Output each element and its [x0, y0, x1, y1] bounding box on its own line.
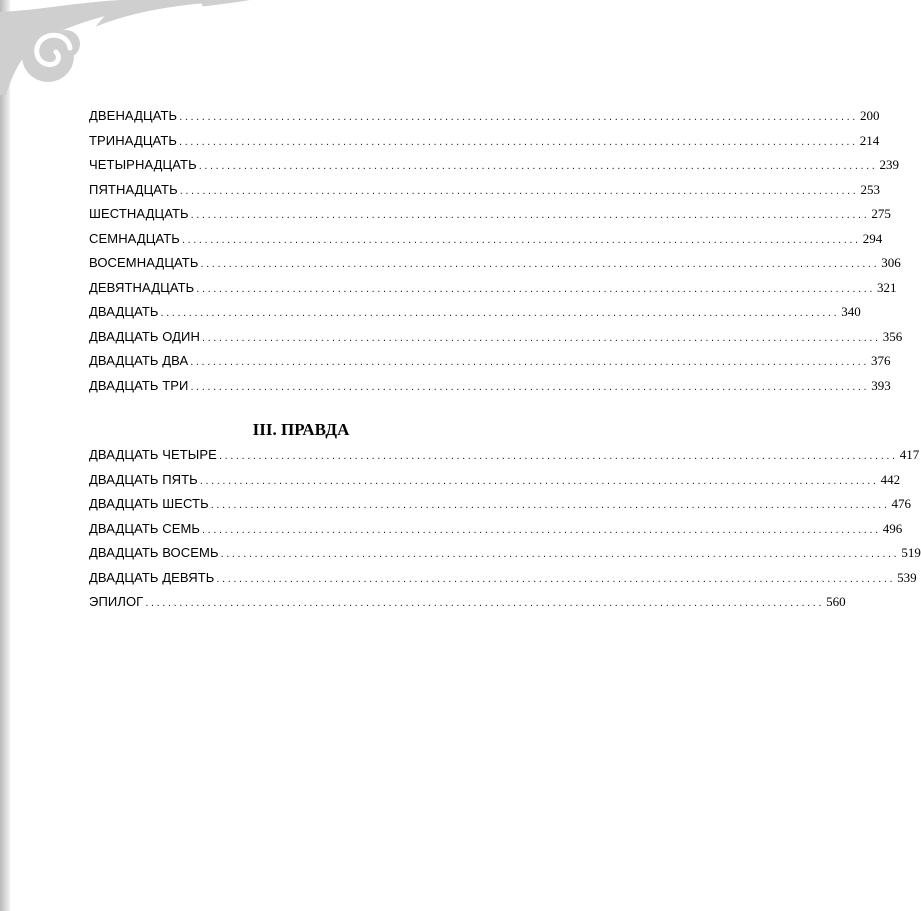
toc-entry-title: ЭПИЛОГ	[89, 594, 144, 609]
toc-entry	[89, 443, 920, 468]
toc-entry-title: ДВАДЦАТЬ	[89, 304, 159, 319]
toc-entry	[89, 300, 861, 325]
toc-entry	[89, 468, 901, 493]
toc-entry-page-number: 214	[859, 132, 880, 148]
toc-entry	[89, 541, 921, 566]
toc-entry-page-number: 476	[891, 496, 911, 511]
toc-entry-page-number: 539	[897, 569, 917, 585]
toc-entry-title: ШЕСТНАДЦАТЬ	[89, 206, 189, 221]
toc-entry-title: ДВАДЦАТЬ ПЯТЬ	[89, 471, 198, 487]
toc-entry	[89, 129, 880, 154]
dot-leader: ........................................................................................................................	[218, 450, 898, 462]
toc-section-part-3	[89, 443, 921, 615]
toc-entry	[89, 202, 891, 227]
toc-entry-title: ДВАДЦАТЬ ДЕВЯТЬ	[89, 569, 215, 585]
toc-entry-page-number: 393	[871, 377, 891, 393]
toc-entry-title: ДВАДЦАТЬ ОДИН	[89, 328, 200, 344]
toc-entry	[89, 590, 846, 615]
toc-entry-page-number: 356	[882, 328, 903, 344]
dot-leader: ........................................................................................................................	[198, 160, 878, 172]
dot-leader: ........................................................................................................................	[160, 307, 840, 319]
toc-entry-page-number: 560	[826, 594, 846, 609]
dot-leader: ........................................................................................................................	[190, 356, 869, 368]
dot-leader: ........................................................................................................................	[145, 597, 825, 609]
dot-leader: ........................................................................................................................	[196, 282, 876, 295]
toc-entry-page-number: 253	[860, 181, 880, 197]
dot-leader: ........................................................................................................................	[216, 572, 896, 585]
toc-section-part-2	[89, 104, 903, 398]
dot-leader: ........................................................................................................................	[190, 209, 870, 221]
toc-entry-title: ДВАДЦАТЬ ШЕСТЬ	[89, 496, 209, 511]
toc-entry-title: ДВЕНАДЦАТЬ	[89, 108, 178, 123]
table-of-contents	[89, 104, 921, 615]
toc-entry-title: ЧЕТЫРНАДЦАТЬ	[89, 157, 197, 172]
toc-entry-title: СЕМНАДЦАТЬ	[89, 230, 180, 246]
toc-entry	[89, 566, 917, 591]
toc-entry-page-number: 200	[859, 108, 880, 123]
toc-entry-page-number: 275	[871, 206, 891, 221]
toc-entry-title: ДВАДЦАТЬ ЧЕТЫРЕ	[89, 447, 217, 462]
toc-entry	[89, 325, 903, 350]
part-heading: III. ПРАВДА	[252, 420, 350, 439]
toc-entry	[89, 251, 901, 276]
toc-entry-title: ПЯТНАДЦАТЬ	[89, 181, 178, 197]
toc-entry-page-number: 294	[862, 230, 883, 246]
dot-leader: ........................................................................................................................	[179, 111, 858, 123]
toc-entry	[89, 178, 880, 203]
toc-entry-title: ДВАДЦАТЬ ДВА	[89, 353, 189, 368]
toc-entry	[89, 374, 891, 399]
toc-entry-page-number: 376	[870, 353, 891, 368]
toc-entry	[89, 349, 891, 374]
toc-entry	[89, 276, 897, 301]
toc-entry	[89, 517, 903, 542]
dot-leader: ........................................................................................................................	[210, 499, 890, 511]
toc-entry-page-number: 239	[879, 157, 899, 172]
toc-entry	[89, 104, 880, 129]
toc-entry-title: ТРИНАДЦАТЬ	[89, 132, 177, 148]
toc-entry	[89, 227, 883, 252]
dot-leader: ........................................................................................................................	[179, 184, 859, 197]
dot-leader: ........................................................................................................................	[200, 258, 880, 270]
toc-entry-page-number: 519	[901, 545, 921, 560]
toc-entry-page-number: 321	[877, 279, 897, 295]
toc-entry	[89, 153, 899, 178]
dot-leader: ........................................................................................................................	[181, 233, 861, 246]
toc-entry	[89, 492, 911, 517]
toc-entry-page-number: 340	[841, 304, 861, 319]
toc-entry-title: ДВАДЦАТЬ ТРИ	[89, 377, 189, 393]
toc-entry-title: ДЕВЯТНАДЦАТЬ	[89, 279, 195, 295]
toc-entry-page-number: 417	[899, 447, 920, 462]
swirl-ornament	[0, 0, 513, 100]
toc-entry-title: ДВАДЦАТЬ ВОСЕМЬ	[89, 545, 219, 560]
toc-entry-title: ВОСЕМНАДЦАТЬ	[89, 255, 199, 270]
dot-leader: ........................................................................................................................	[190, 380, 870, 393]
dot-leader: ........................................................................................................................	[202, 523, 881, 536]
toc-entry-page-number: 442	[880, 471, 901, 487]
dot-leader: ........................................................................................................................	[199, 474, 879, 487]
dot-leader: ........................................................................................................................	[179, 135, 858, 148]
toc-entry-page-number: 306	[881, 255, 901, 270]
page-edge-shadow	[0, 0, 10, 911]
dot-leader: ........................................................................................................................	[220, 548, 900, 560]
toc-entry-page-number: 496	[882, 520, 903, 536]
dot-leader: ........................................................................................................................	[201, 331, 881, 344]
toc-entry-title: ДВАДЦАТЬ СЕМЬ	[89, 520, 201, 536]
